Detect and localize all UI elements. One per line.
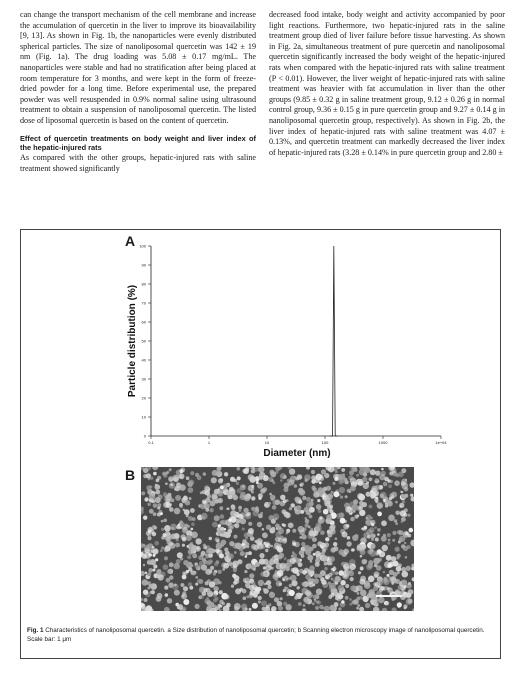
right-text-column: [269, 10, 505, 158]
panel-label-b: B: [125, 467, 136, 483]
nanoparticle-grains: [141, 467, 414, 611]
y-tick-label: 80: [141, 281, 146, 287]
sem-micrograph: [141, 467, 414, 611]
y-tick-label: 0: [143, 433, 146, 439]
left-text-column: [20, 10, 256, 174]
size-distribution-chart: [21, 230, 500, 466]
y-tick-label: 10: [141, 414, 146, 420]
y-axis-label: Particle distribution (%): [127, 284, 138, 398]
scale-bar: [376, 595, 402, 597]
x-tick-label: 10: [264, 440, 270, 445]
x-tick-label: 1: [207, 440, 211, 445]
y-tick-label: 60: [141, 319, 146, 325]
caption-text: Characteristics of nanoliposomal quercetin. a Size distribution of nanoliposomal quercetin; b Scanning electron microscopy image of nanoliposomal quercetin. Scale bar: 1 μm: [27, 627, 485, 643]
y-tick-label: 20: [141, 395, 146, 401]
y-tick-label: 40: [141, 357, 146, 363]
y-tick-label: 50: [141, 338, 146, 344]
left-paragraph-2: As compared with the other groups, hepatic-injured rats with saline treatment showed significantly: [20, 152, 256, 173]
left-paragraph-1: can change the transport mechanism of the cell membrane and increase the accumulation of quercetin in the liver to improve its bioavailability [9, 13]. As shown in Fig. 1b, the nanoparticles were evenly distributed spherical particles. The size of nanoliposomal quercetin was 142 ± 19 nm (Fig. 1a). The drug loading was 5.08 ± 0.17 mg/mL. The nanoparticles were stable and had no stratification after being placed at room temperature for 3 months, and were kept in the form of freeze-dried powder for a long time. Before experimental use, the prepared powder was well resuspended in 0.9% normal saline using ultrasound treatment to obtain a suspension of nanoliposomal quercetin. The listed dose of liposomal quercetin is based on the content of quercetin.: [20, 10, 256, 125]
x-axis-label: Diameter (nm): [263, 448, 331, 459]
figure-1: [20, 229, 501, 659]
distribution-line-0: [330, 246, 338, 436]
right-paragraph-1: decreased food intake, body weight and activity accompanied by poor light reactions. Furthermore, two hepatic-injured rats in the saline treatment group died of liver failure before tissue harvesting. As shown in Fig. 2a, simultaneous treatment of pure quercetin and nanoliposomal quercetin significantly increased the body weight of the hepatic-injured rats when compared with the hepatic-injured rats with saline treatment (P < 0.01). However, the liver weight of hepatic-injured rats with saline treatment was heavier with fat accumulation in liver than the other groups (9.85 ± 0.32 g in saline treatment group, 9.12 ± 0.26 g in normal control group, 9.36 ± 0.15 g in pure quercetin group and 9.27 ± 0.14 g in nanoliposomal quercetin group, respectively). As shown in Fig. 2b, the liver index of hepatic-injured rats with saline treatment was 4.07 ± 0.13%, and quercetin treatment can markedly decreased the liver index of hepatic-injured rats (3.28 ± 0.14% in pure quercetin group and 2.80 ±: [269, 10, 505, 157]
y-tick-label: 100: [139, 243, 146, 249]
section-heading: Effect of quercetin treatments on body weight and liver index of the hepatic-injured rats: [20, 133, 256, 152]
figure-caption: [27, 626, 495, 644]
x-tick-label: 1000: [378, 440, 388, 445]
y-tick-label: 90: [141, 262, 146, 268]
x-tick-label: 0.1: [148, 440, 154, 445]
sem-texture: [141, 467, 414, 611]
y-tick-label: 70: [141, 300, 146, 306]
y-tick-label: 30: [141, 376, 146, 382]
panel-label-a: A: [125, 233, 136, 249]
x-tick-label: 100: [321, 440, 329, 445]
caption-prefix: Fig. 1: [27, 627, 44, 634]
x-tick-label: 1e+04: [435, 440, 447, 445]
